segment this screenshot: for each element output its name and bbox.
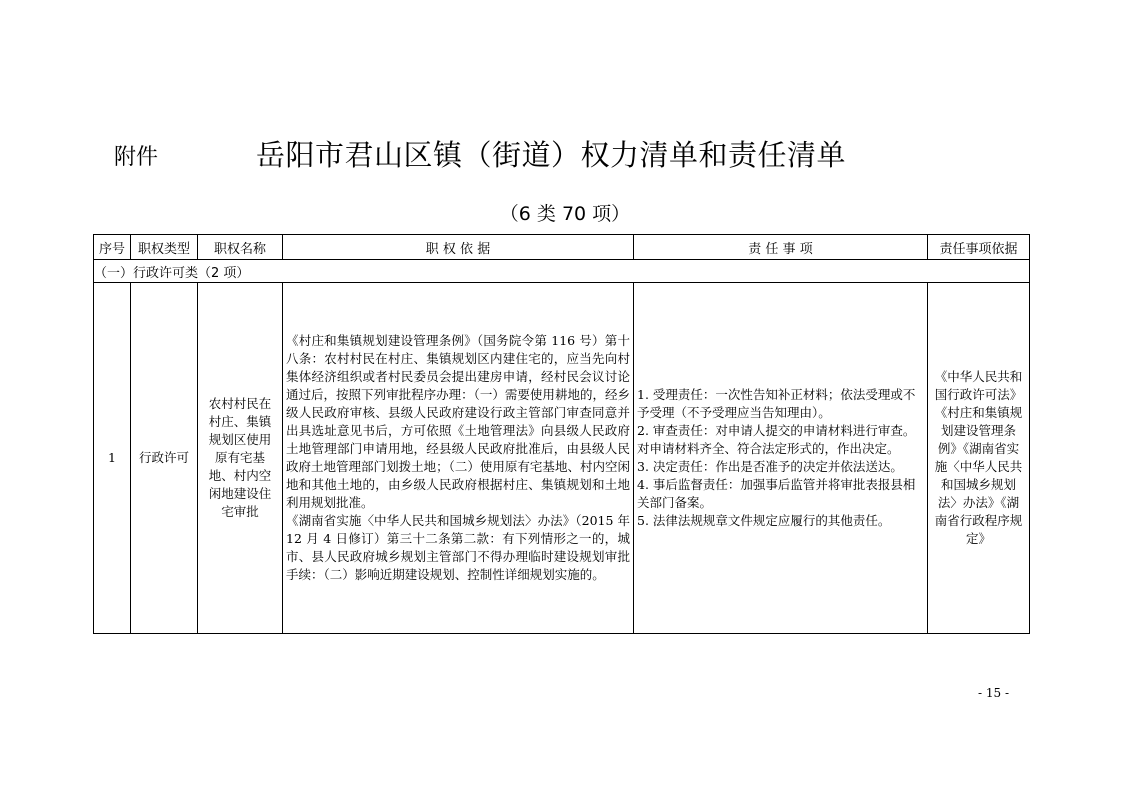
responsibility-item: 3. 决定责任：作出是否准予的决定并依法送达。 (637, 459, 903, 474)
document-subtitle: （6 类 70 项） (499, 203, 631, 225)
page-number: - 15 - (978, 686, 1010, 700)
row-power-type: 行政许可 (131, 283, 198, 634)
column-header-responsibilities: 责 任 事 项 (634, 235, 928, 260)
table-header-row (94, 235, 1030, 260)
basis-paragraph: 《湖南省实施〈中华人民共和国城乡规划法〉办法》（2015 年 12 月 4 日修订）第三十二条第二款：有下列情形之一的，城市、县人民政府城乡规划主管部门不得办理临时建设规划审批手续：（二）影响近期建设规划、控制性详细规划实施的。 (286, 513, 630, 582)
column-header-number: 序号 (94, 235, 131, 260)
document-title: 岳阳市君山区镇（街道）权力清单和责任清单 (256, 138, 847, 172)
responsibility-item: 4. 事后监督责任：加强事后监管并将审批表报县相关部门备案。 (637, 477, 916, 510)
basis-paragraph: 《村庄和集镇规划建设管理条例》（国务院令第 116 号）第十八条：农村村民在村庄、集镇规划区内建住宅的，应当先向村集体经济组织或者村民委员会提出建房申请，经村民会议讨论通过后，按照下列审批程序办理：（一）需要使用耕地的，经乡级人民政府审核、县级人民政府建设行政主管部门审查同意并出具选址意见书后，方可依照《土地管理法》向县级人民政府土地管理部门申请用地，经县级人民政府批准后，由县级人民政府土地管理部门划拨土地；（二）使用原有宅基地、村内空闲地和其他土地的，由乡级人民政府根据村庄、集镇规划和土地利用规划批准。 (286, 333, 630, 510)
column-header-power-type: 职权类型 (131, 235, 198, 260)
row-responsibility-basis: 《中华人民共和国行政许可法》《村庄和集镇规划建设管理条例》《湖南省实施〈中华人民共和国城乡规划法〉办法》《湖南省行政程序规定》 (928, 283, 1030, 634)
column-header-power-basis: 职 权 依 据 (283, 235, 634, 260)
power-responsibility-table (93, 234, 1030, 634)
responsibility-item: 5. 法律法规规章文件规定应履行的其他责任。 (637, 513, 891, 528)
attachment-label: 附件 (114, 145, 159, 170)
category-row (94, 260, 1030, 283)
row-power-name: 农村村民在村庄、集镇规划区使用原有宅基地、村内空闲地建设住宅审批 (198, 283, 283, 634)
row-responsibilities (634, 283, 928, 634)
column-header-power-name: 职权名称 (198, 235, 283, 260)
category-label: （一）行政许可类（2 项） (94, 260, 1030, 283)
table-row (94, 283, 1030, 634)
responsibility-item: 2. 审查责任：对申请人提交的申请材料进行审查。对申请材料齐全、符合法定形式的，作出决定。 (637, 423, 916, 456)
column-header-responsibility-basis: 责任事项依据 (928, 235, 1030, 260)
row-power-basis (283, 283, 634, 634)
responsibility-item: 1. 受理责任：一次性告知补正材料；依法受理或不予受理（不予受理应当告知理由）。 (637, 387, 916, 420)
row-number: 1 (94, 283, 131, 634)
